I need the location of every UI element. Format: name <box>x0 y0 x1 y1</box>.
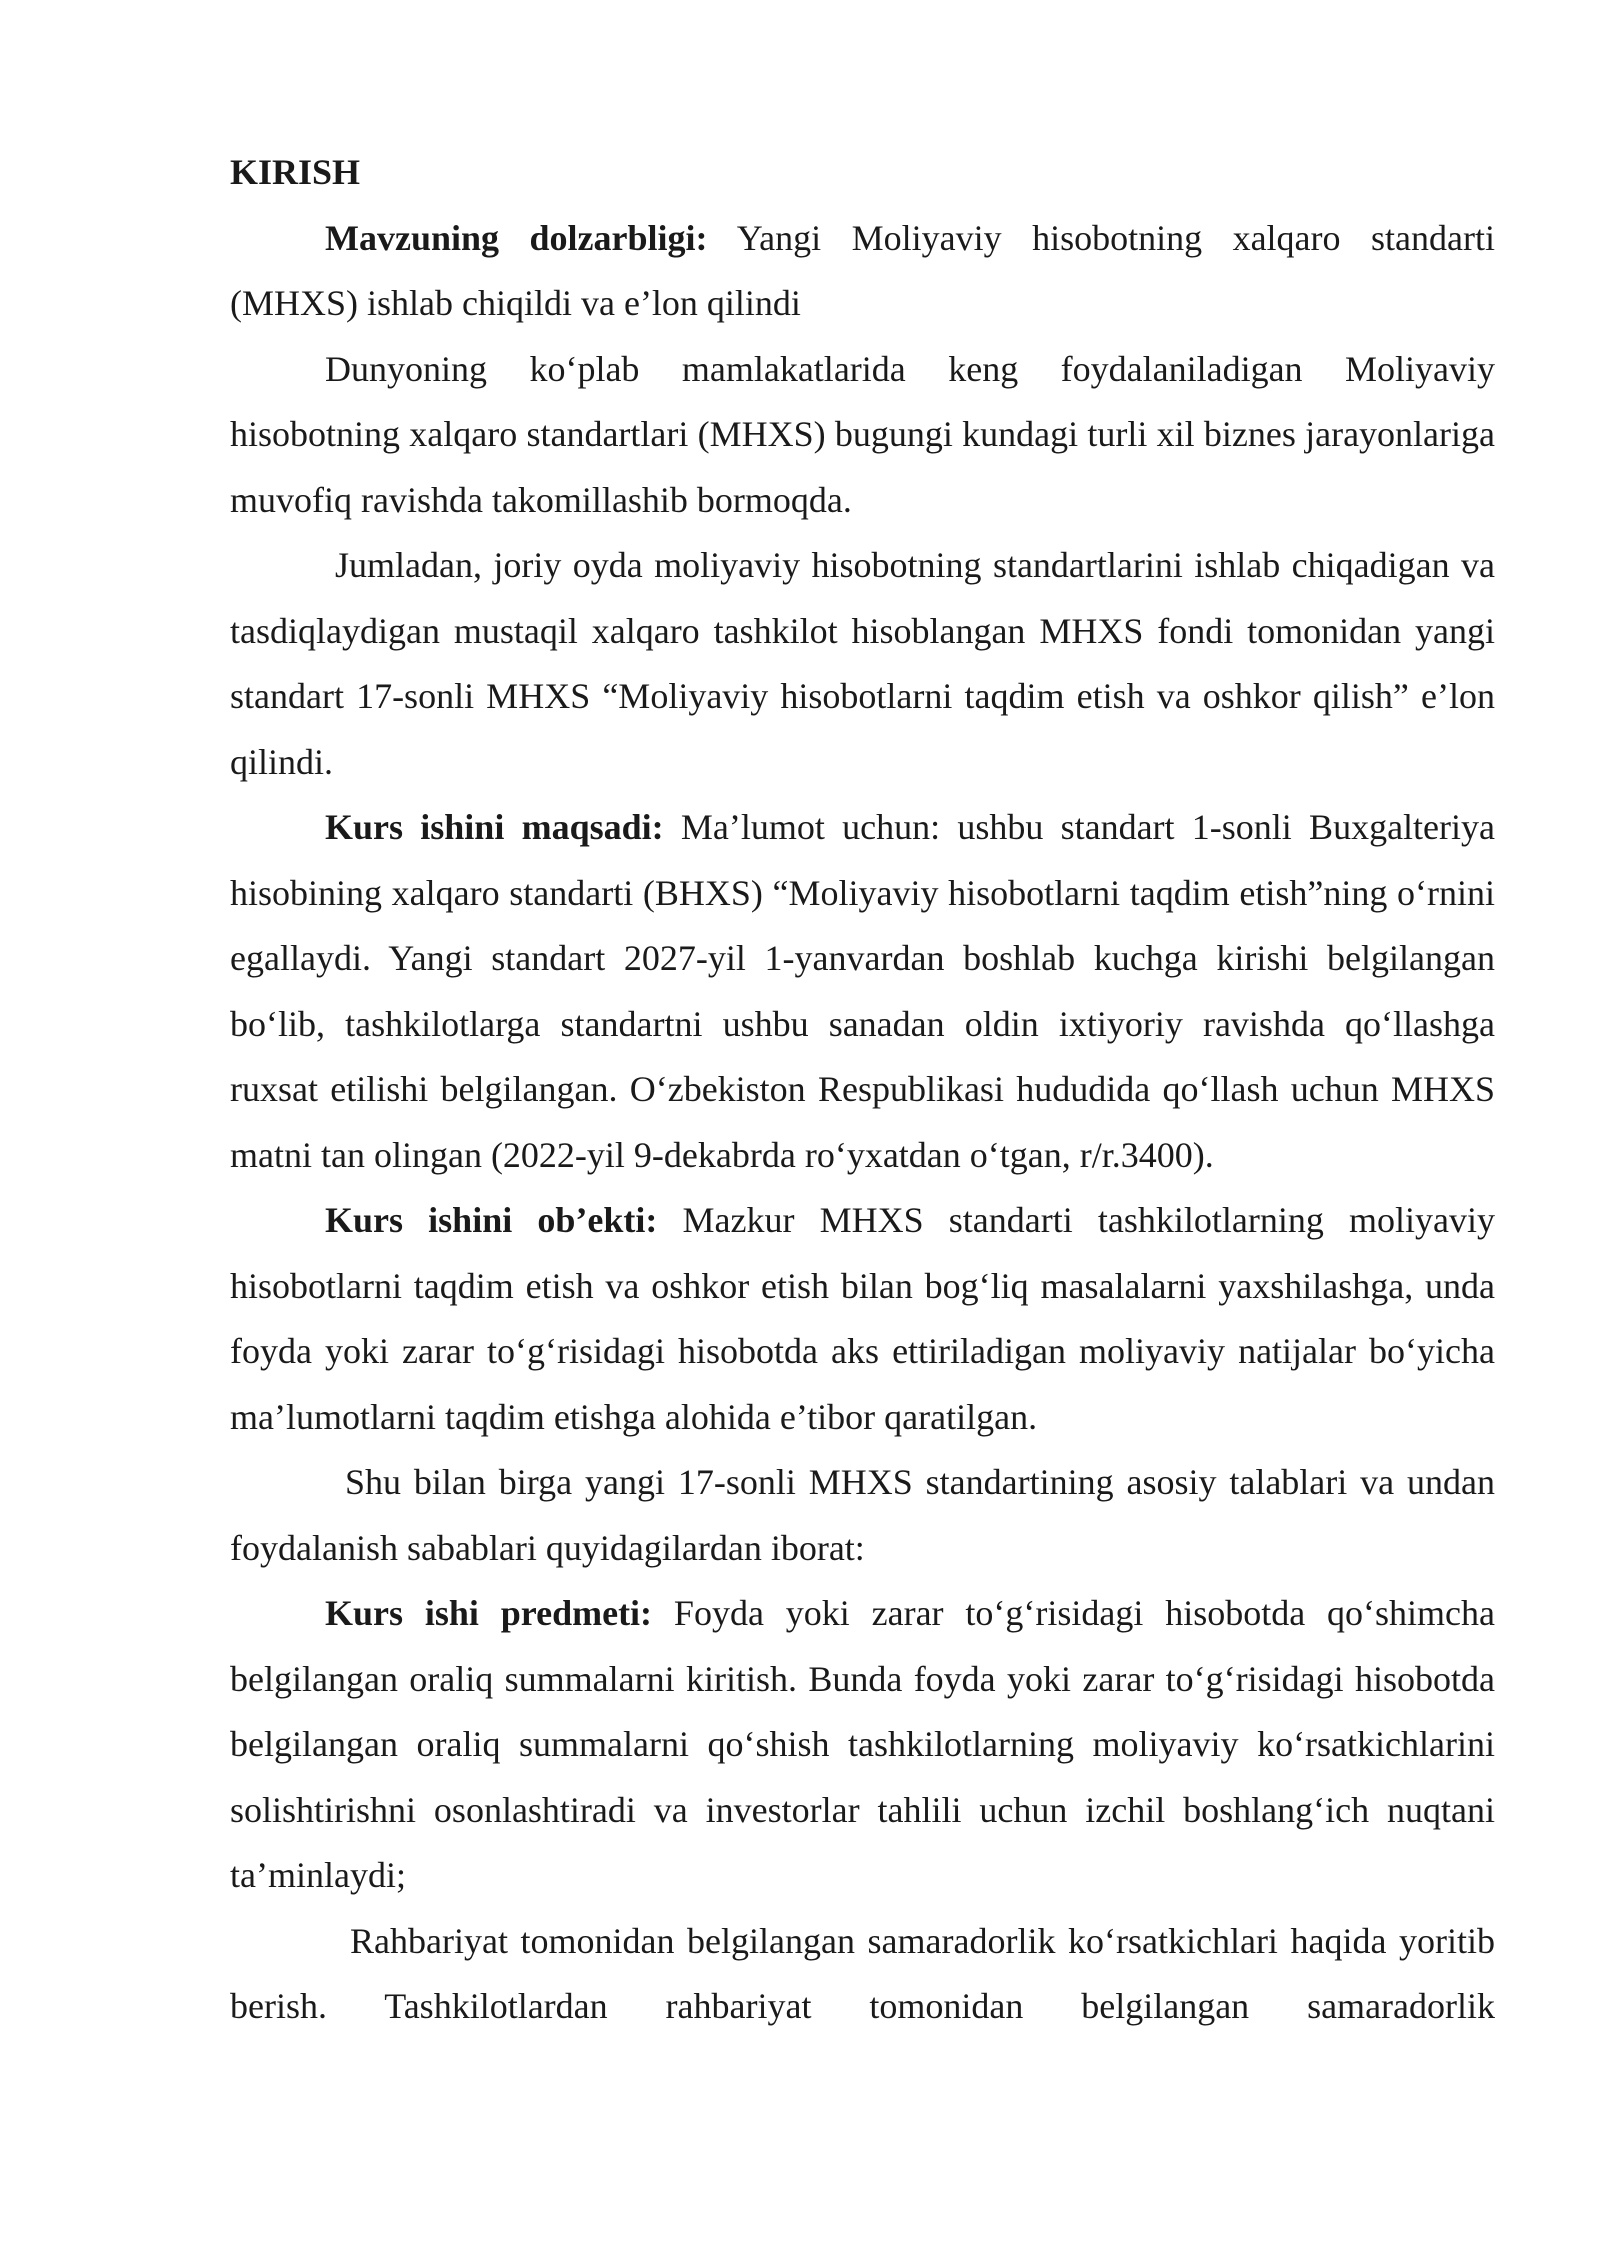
paragraph-text: Mazkur MHXS standarti tashkilotlarning moliyaviy hisobotlarni taqdim etish va oshkor etish bilan bog‘liq masalalarni yaxshilashga, unda foyda yoki zarar to‘g‘risidagi hisobotda aks ettiriladigan moliyaviy natijalar bo‘yicha ma’lumotlarni taqdim etishga alohida e’tibor qaratilgan. <box>230 1200 1495 1437</box>
paragraph-course-object <box>230 1188 1495 1450</box>
paragraph-lead: Mavzuning dolzarbligi: <box>325 217 708 258</box>
paragraph-text: Jumladan, joriy oyda moliyaviy hisobotning standartlarini ishlab chiqadigan va tasdiqlaydigan mustaqil xalqaro tashkilot hisoblangan MHXS fondi tomonidan yangi standart 17-sonli MHXS “Moliyaviy hisobotlarni taqdim etish va oshkor qilish” e’lon qilindi. <box>230 545 1495 782</box>
paragraph-text: Ma’lumot uchun: ushbu standart 1-sonli Buxgalteriya hisobining xalqaro standarti (BHXS) “Moliyaviy hisobotlarni taqdim etish”ning o‘rnini egallaydi. Yangi standart 2027-yil 1-yanvardan boshlab kuchga kirishi belgilangan bo‘lib, tashkilotlarga standartni ushbu sanadan oldin ixtiyoriy ravishda qo‘llashga ruxsat etilishi belgilangan. O‘zbekiston Respublikasi hududida qo‘llash uchun MHXS matni tan olingan (2022-yil 9-dekabrda ro‘yxatdan o‘tgan, r/r.3400). <box>230 807 1495 1175</box>
paragraph-ifrs-intro <box>230 337 1495 534</box>
paragraph-course-subject <box>230 1581 1495 1909</box>
paragraph-text: Shu bilan birga yangi 17-sonli MHXS standartining asosiy talablari va undan foydalanish sabablari quyidagilardan iborat: <box>230 1462 1495 1568</box>
paragraph-course-goal <box>230 795 1495 1188</box>
paragraph-text: Foyda yoki zarar to‘g‘risidagi hisobotda qo‘shimcha belgilangan oraliq summalarni kiritish. Bunda foyda yoki zarar to‘g‘risidagi hisobotda belgilangan oraliq summalarni qo‘shish tashkilotlarning moliyaviy ko‘rsatkichlarini solishtirishni osonlashtiradi va investorlar tahlili uchun izchil boshlang‘ich nuqtani ta’minlaydi; <box>230 1593 1496 1895</box>
paragraph-management-indicators <box>230 1909 1495 2040</box>
paragraph-lead: Kurs ishini ob’ekti: <box>325 1200 658 1240</box>
paragraph-relevance <box>230 206 1495 337</box>
paragraph-lead: Kurs ishini maqsadi: <box>325 807 664 847</box>
paragraph-text: Rahbariyat tomonidan belgilangan samaradorlik ko‘rsatkichlari haqida yoritib berish. Tashkilotlardan rahbariyat tomonidan belgilangan samaradorlik <box>230 1920 1495 2026</box>
paragraph-text: Dunyoning ko‘plab mamlakatlarida keng foydalaniladigan Moliyaviy hisobotning xalqaro standartlari (MHXS) bugungi kundagi turli xil biznes jarayonlariga muvofiq ravishda takomillashib bormoqda. <box>230 348 1495 520</box>
paragraph-ifrs17-announcement <box>230 533 1495 795</box>
paragraph-text: Yangi Moliyaviy hisobotning xalqaro standarti (MHXS) ishlab chiqildi va e’lon qilindi <box>230 217 1495 323</box>
paragraph-requirements <box>230 1450 1495 1581</box>
document-page <box>230 140 1495 2040</box>
paragraph-lead: Kurs ishi predmeti: <box>325 1593 653 1633</box>
section-heading: KIRISH <box>230 152 361 192</box>
